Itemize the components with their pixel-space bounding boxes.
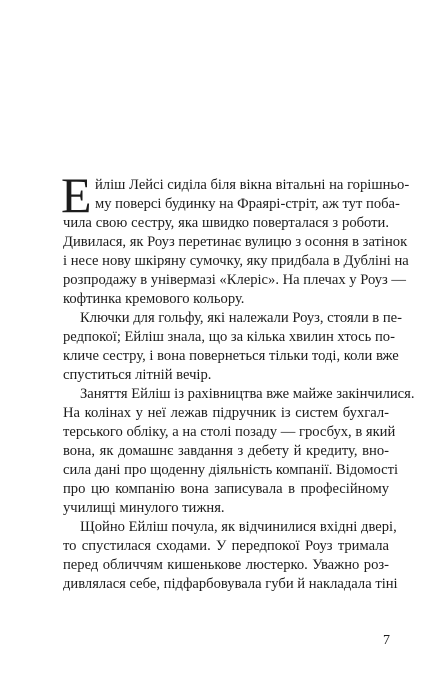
text-line: чила свою сестру, яка швидко поверталася з роботи.	[63, 215, 389, 231]
text-line: кличе сестру, і вона повернеться тільки тоді, коли вже	[63, 348, 399, 364]
text-line: му поверсі будинку на Фраярі-стріт, аж тут поба-	[95, 196, 400, 212]
text-line: про цю компанію вона записувала в професійному	[63, 481, 389, 497]
text-line: Дивилася, як Роуз перетинає вулицю з осоння в затінок	[63, 234, 408, 250]
text-line: спуститься літній вечір.	[63, 367, 212, 383]
text-line: перед обличчям кишенькове люстерко. Уважно роз-	[63, 557, 389, 573]
text-line: то спустилася сходами. У передпокої Роуз тримала	[63, 538, 389, 554]
text-line: розпродажу в універмазі «Клеріс». На плечах у Роуз —	[63, 272, 407, 288]
text-line: кофтинка кремового кольору.	[63, 291, 245, 307]
text-line: терського обліку, а на столі позаду — гросбух, в який	[63, 424, 396, 440]
text-line: училищі минулого тижня.	[63, 500, 225, 516]
drop-cap-letter: Е	[61, 167, 92, 223]
page-number: 7	[383, 633, 390, 648]
text-line: сила дані про щоденну діяльність компанії. Відомості	[63, 462, 399, 478]
text-line: Щойно Ейліш почула, як відчинилися вхідні двері,	[80, 519, 397, 535]
text-line: Ключки для гольфу, які належали Роуз, стояли в пе-	[80, 310, 402, 326]
text-line: редпокої; Ейліш знала, що за кілька хвилин хтось по-	[63, 329, 395, 345]
text-line: вона, як домашнє завдання з дебету й кредиту, вно-	[63, 443, 389, 459]
text-line: і несе нову шкіряну сумочку, яку придбала в Дубліні на	[63, 253, 409, 269]
text-line: йліш Лейсі сиділа біля вікна вітальні на горішньо-	[95, 177, 410, 193]
text-line: Заняття Ейліш із рахівництва вже майже закінчилися.	[80, 386, 415, 402]
text-line: На колінах у неї лежав підручник із систем бухгал-	[63, 405, 389, 421]
text-line: дивлялася себе, підфарбовувала губи й накладала тіні	[63, 576, 398, 592]
